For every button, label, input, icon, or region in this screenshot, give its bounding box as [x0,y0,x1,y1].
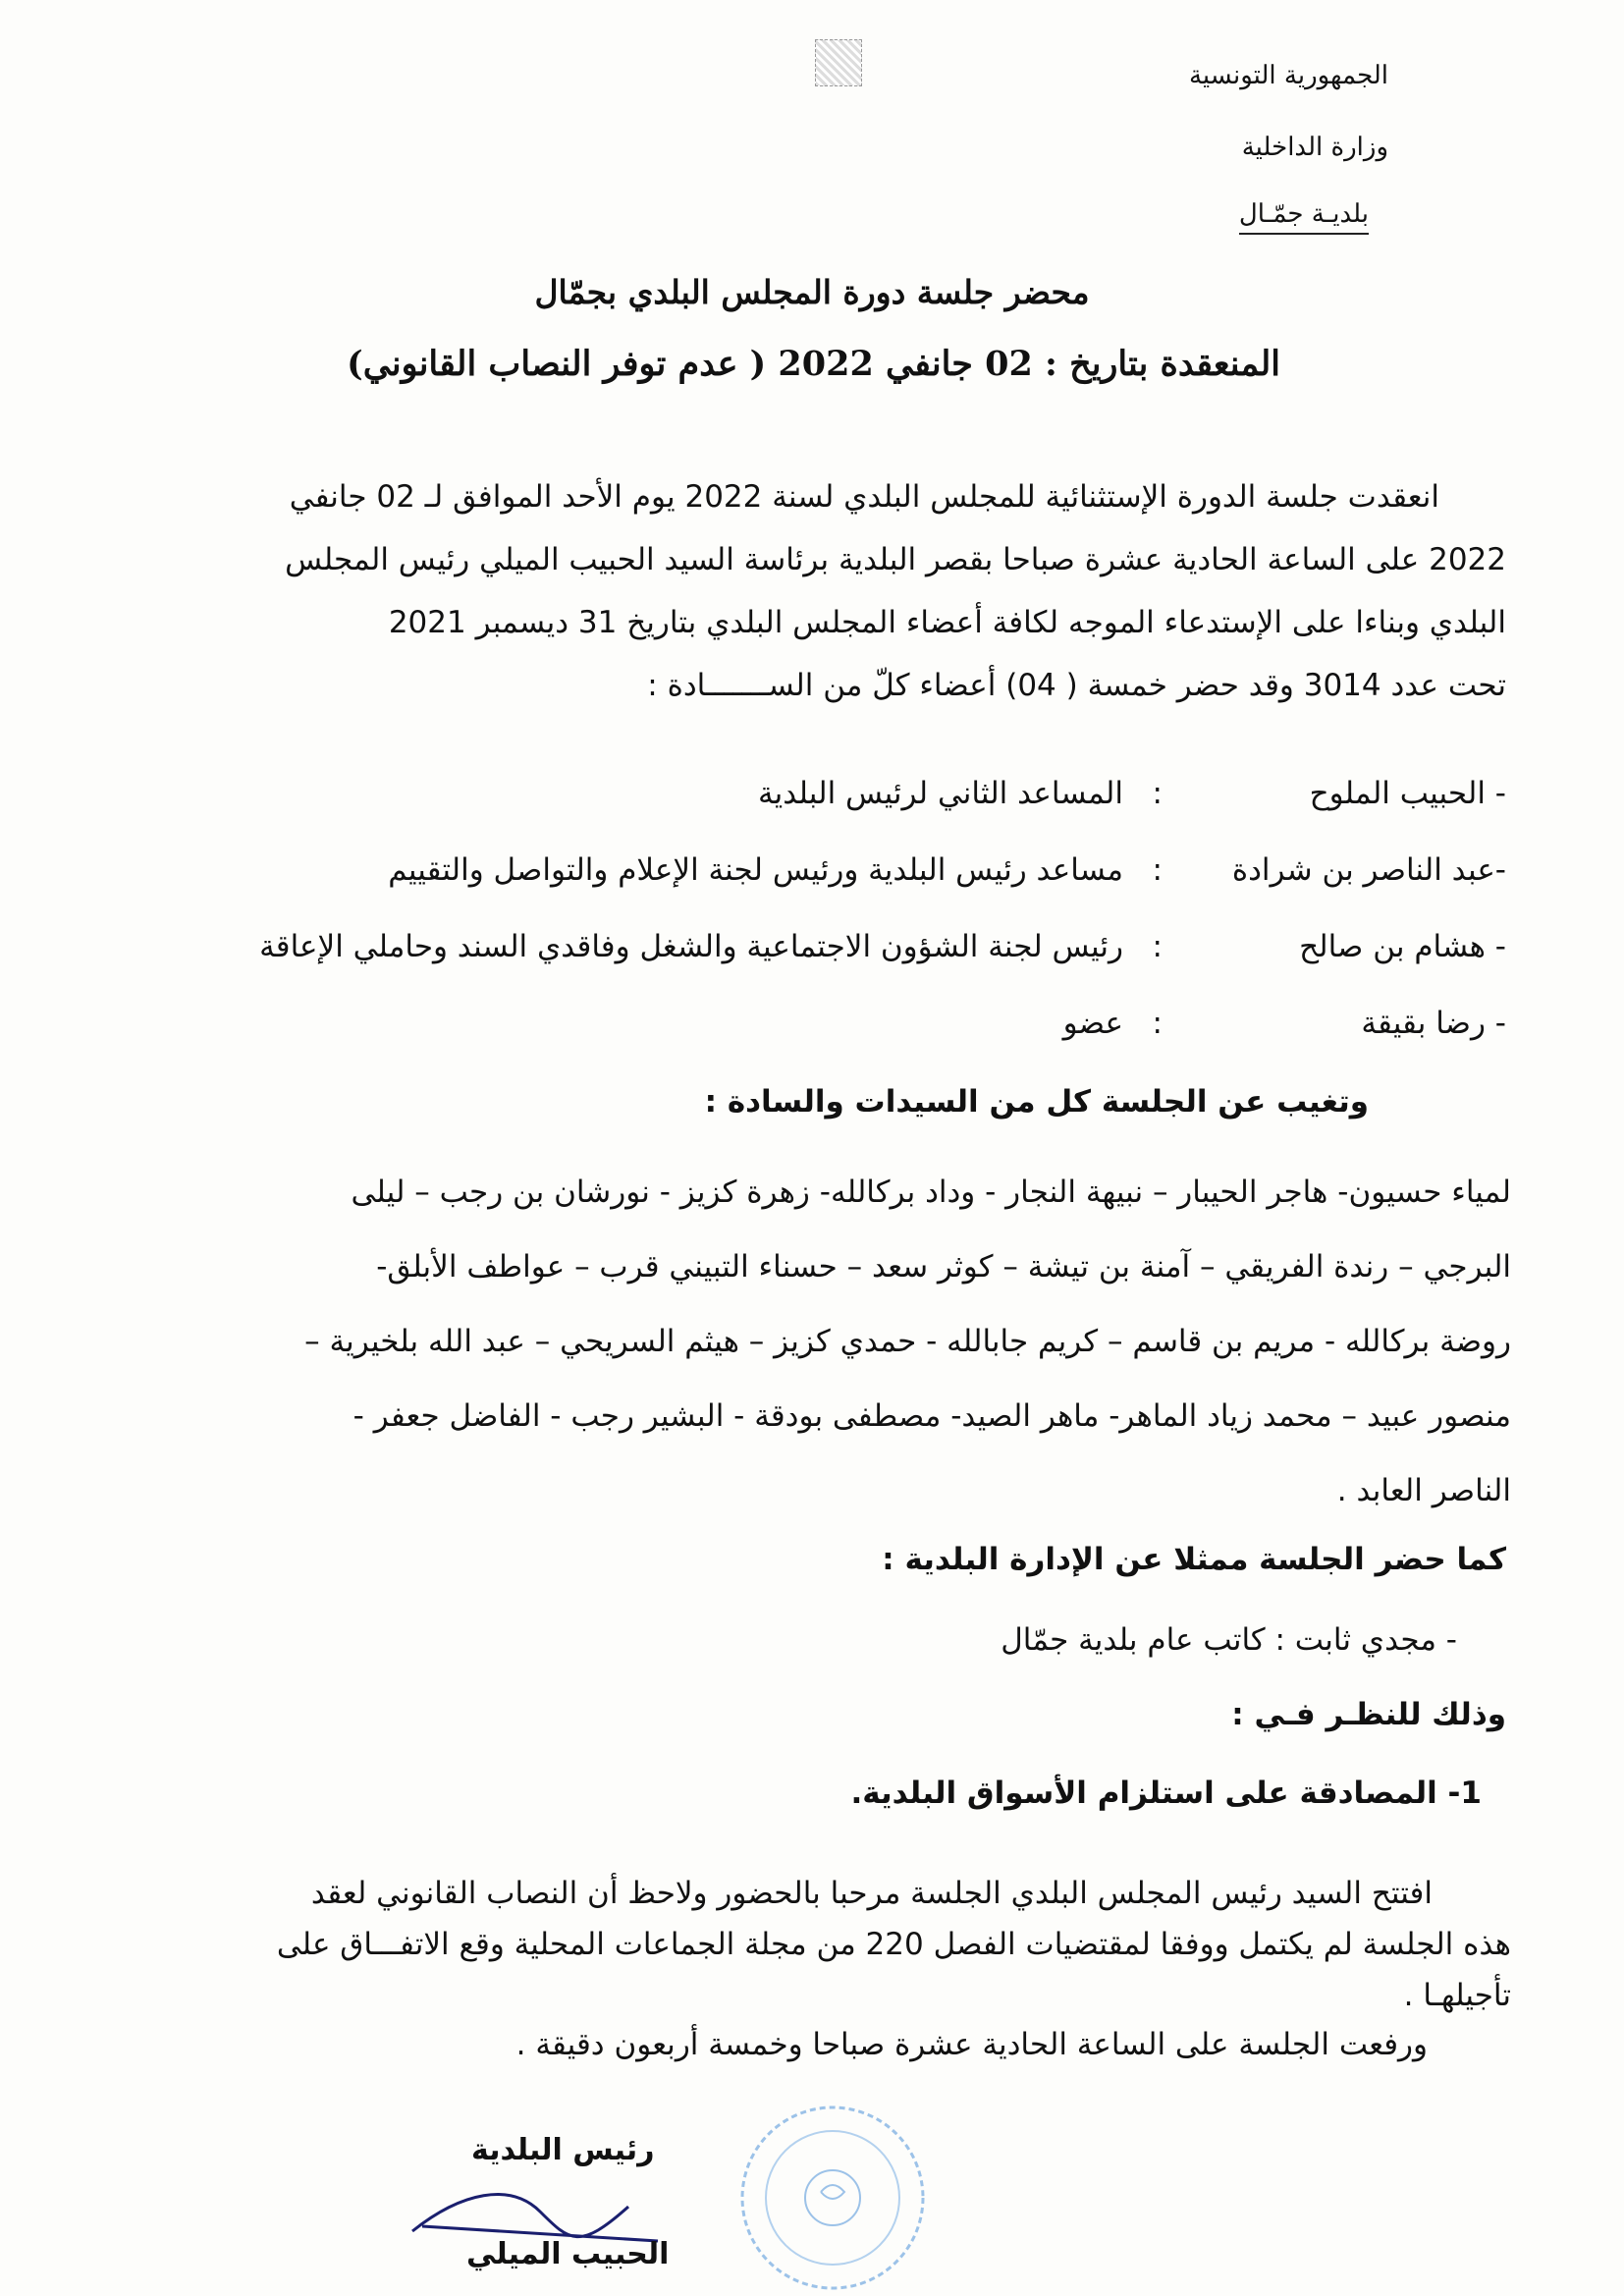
document-title: محضر جلسة دورة المجلس البلدي بجمّال [534,273,1090,311]
intro-paragraph [132,465,1506,717]
adjournment-text: ورفعت الجلسة على الساعة الحادية عشرة صباحا وخمسة أربعون دقيقة . [515,2027,1428,2062]
municipality-stamp [734,2102,931,2293]
absent-line: الناصر العابد . [1336,1473,1511,1508]
administration-item: - مجدي ثابت : كاتب عام بلدية جمّال [1001,1622,1457,1658]
intro-line: انعقدت جلسة الدورة الإستثنائية للمجلس البلدي لسنة 2022 يوم الأحد الموافق لـ 02 جانفي [289,479,1439,515]
attendee-role: المساعد الثاني لرئيس البلدية [758,776,1123,811]
attendee-name: - هشام بن صالح [1299,929,1506,964]
document-subtitle: المنعقدة بتاريخ : 02 جانفي 2022 ( عدم توفر النصاب القانوني) [347,344,1280,384]
attendee-name: -عبد الناصر بن شرادة [1231,852,1506,888]
attendee-role: رئيس لجنة الشؤون الاجتماعية والشغل وفاقدي السند وحاملي الإعاقة [259,929,1123,964]
signature-title: رئيس البلدية [471,2133,655,2167]
header-republic: الجمهورية التونسية [1188,61,1388,90]
absent-line: لمياء حسيون- هاجر الحيبار – نبيهة النجار - وداد بركالله- زهرة كزيز - نورشان بن رجب – ليلى [351,1175,1511,1210]
closing-paragraph [117,1868,1511,2021]
attendee-row: - رضا بقيقة : عضو [1062,1006,1506,1041]
absent-line: منصور عبيد – محمد زياد الماهر- ماهر الصيد- مصطفى بودقة - البشير رجب - الفاضل جعفر - [352,1398,1511,1434]
administration-heading: كما حضر الجلسة ممثلا عن الإدارة البلدية : [882,1542,1506,1577]
intro-line: 2022 على الساعة الحادية عشرة صباحا بقصر البلدية برئاسة السيد الحبيب الميلي رئيس المجلس [285,542,1506,577]
attendee-role: عضو [1062,1006,1123,1041]
header-municipality: بلديـة جمّـال [1239,199,1369,235]
attendee-row: - الحبيب الملوح : المساعد الثاني لرئيس البلدية [758,776,1506,811]
absent-heading: وتغيب عن الجلسة كل من السيدات والسادة : [704,1084,1369,1120]
intro-line: البلدي وبناءا على الإستدعاء الموجه لكافة أعضاء المجلس البلدي بتاريخ 31 ديسمبر 2021 [388,605,1506,640]
attendee-row: - هشام بن صالح : رئيس لجنة الشؤون الاجتماعية والشغل وفاقدي السند وحاملي الإعاقة [259,929,1506,964]
absent-list [117,1155,1511,1528]
attendees-list [112,776,1506,1082]
agenda-item: 1- المصادقة على استلزام الأسواق البلدية. [850,1776,1482,1811]
absent-line: روضة بركالله - مريم بن قاسم – كريم جابالله - حمدي كزيز – هيثم السريحي – عبد الله بلخيرية – [304,1324,1511,1359]
attendee-name: - الحبيب الملوح [1309,776,1506,811]
attendee-name: - رضا بقيقة [1361,1006,1506,1041]
attendee-row: -عبد الناصر بن شرادة : مساعد رئيس البلدية ورئيس لجنة الإعلام والتواصل والتقييم [388,852,1506,888]
signature-name: الحبيب الميلي [466,2237,670,2271]
attendee-role: مساعد رئيس البلدية ورئيس لجنة الإعلام والتواصل والتقييم [388,852,1123,888]
closing-line: تأجيلهـا . [1403,1978,1511,2013]
header-ministry: وزارة الداخلية [1241,133,1388,162]
absent-line: البرجي – رندة الفريقي – آمنة بن تيشة – كوثر سعد – حسناء التبيني قرب – عواطف الأبلق- [376,1249,1511,1285]
republic-emblem [815,39,862,86]
closing-line: افتتح السيد رئيس المجلس البلدي الجلسة مرحبا بالحضور ولاحظ أن النصاب القانوني لعقد [310,1876,1433,1911]
closing-line: هذه الجلسة لم يكتمل ووفقا لمقتضيات الفصل 220 من مجلة الجماعات المحلية وقع الاتفـــاق على [276,1927,1511,1962]
agenda-heading: وذلك للنظـر فـي : [1231,1697,1506,1732]
intro-line: تحت عدد 3014 وقد حضر خمسة ( 04) أعضاء كلّ من الســـــــادة : [647,668,1506,703]
